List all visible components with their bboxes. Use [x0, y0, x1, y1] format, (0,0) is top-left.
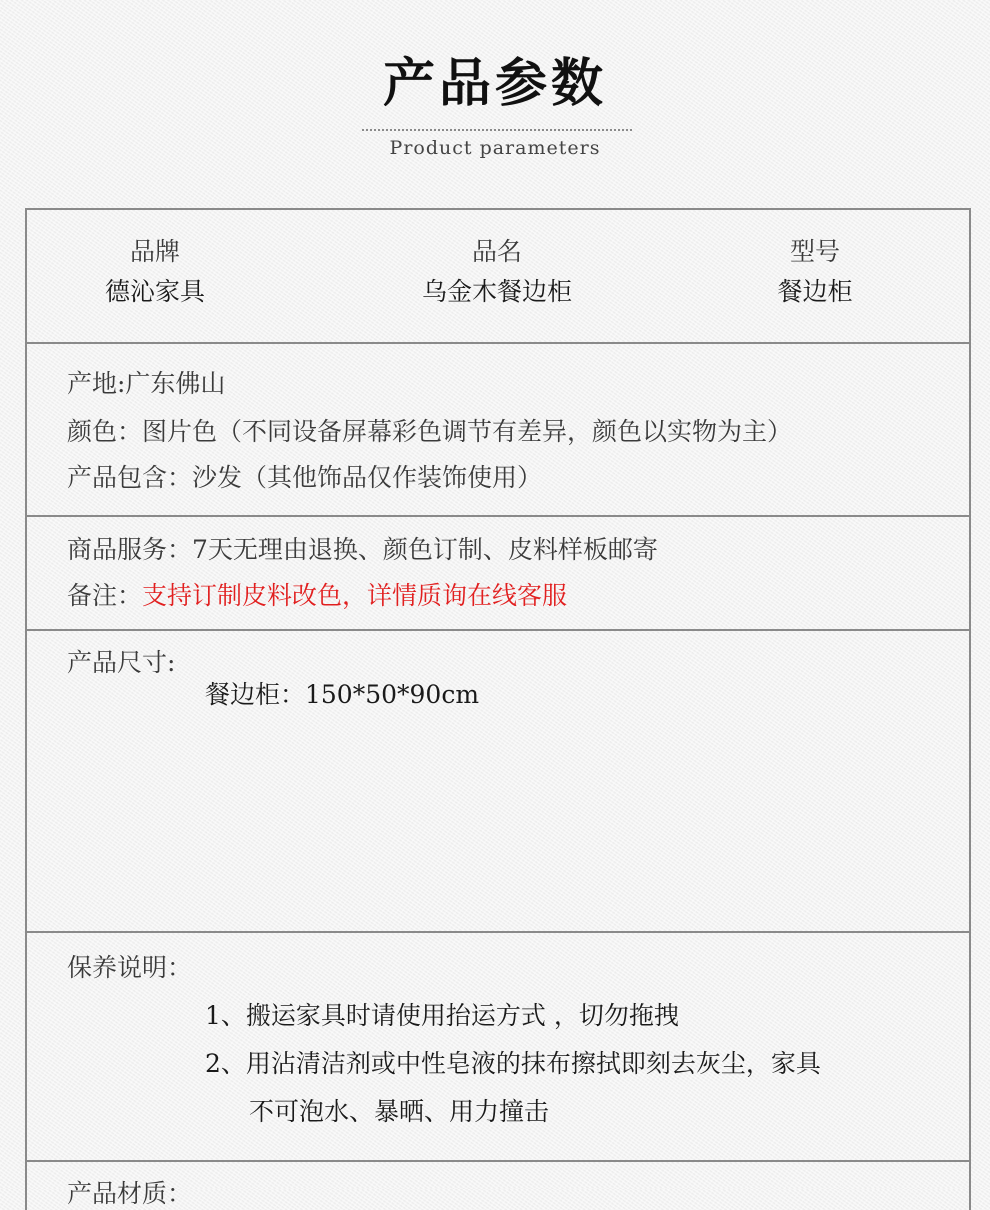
model-value: 餐边柜: [777, 277, 853, 306]
header: [0, 0, 990, 200]
service-text: 商品服务：7天无理由退换、颜色订制、皮料样板邮寄: [67, 535, 658, 564]
origin-text: 产地:广东佛山: [67, 369, 226, 398]
color-text: 颜色：图片色（不同设备屏幕彩色调节有差异，颜色以实物为主）: [67, 417, 793, 446]
product-name-cell: [387, 232, 607, 312]
note-label: 备注：: [67, 581, 143, 610]
row-divider: [27, 1160, 969, 1162]
size-label: 产品尺寸:: [67, 648, 176, 677]
row-divider: [27, 629, 969, 631]
title-divider: [362, 129, 632, 131]
care-label: 保养说明：: [67, 953, 193, 982]
brand-value: 德沁家具: [104, 277, 205, 306]
page-title: 产品参数: [382, 54, 607, 114]
size-value: 餐边柜：150*50*90cm: [205, 680, 480, 709]
parameters-table: [25, 208, 971, 1210]
product-name-label: 品名: [471, 237, 522, 266]
brand-cell: [75, 232, 235, 312]
model-cell: [745, 232, 885, 312]
brand-label: 品牌: [129, 237, 180, 266]
material-label: 产品材质：: [67, 1179, 193, 1208]
model-label: 型号: [789, 237, 840, 266]
row-divider: [27, 342, 969, 344]
product-name-value: 乌金木餐边柜: [421, 277, 572, 306]
care-item-2-continued: 不可泡水、暴晒、用力撞击: [249, 1097, 550, 1126]
contents-text: 产品包含：沙发（其他饰品仅作装饰使用）: [67, 463, 543, 492]
note-value: 支持订制皮料改色，详情质询在线客服: [142, 581, 568, 610]
page-subtitle: Product parameters: [389, 137, 601, 159]
care-item-1: 1、搬运家具时请使用抬运方式 ，切勿拖拽: [205, 1001, 679, 1030]
note-line: [67, 580, 567, 612]
row-divider: [27, 931, 969, 933]
row-divider: [27, 515, 969, 517]
care-item-2: 2、用沾清洁剂或中性皂液的抹布擦拭即刻去灰尘，家具: [205, 1049, 821, 1078]
